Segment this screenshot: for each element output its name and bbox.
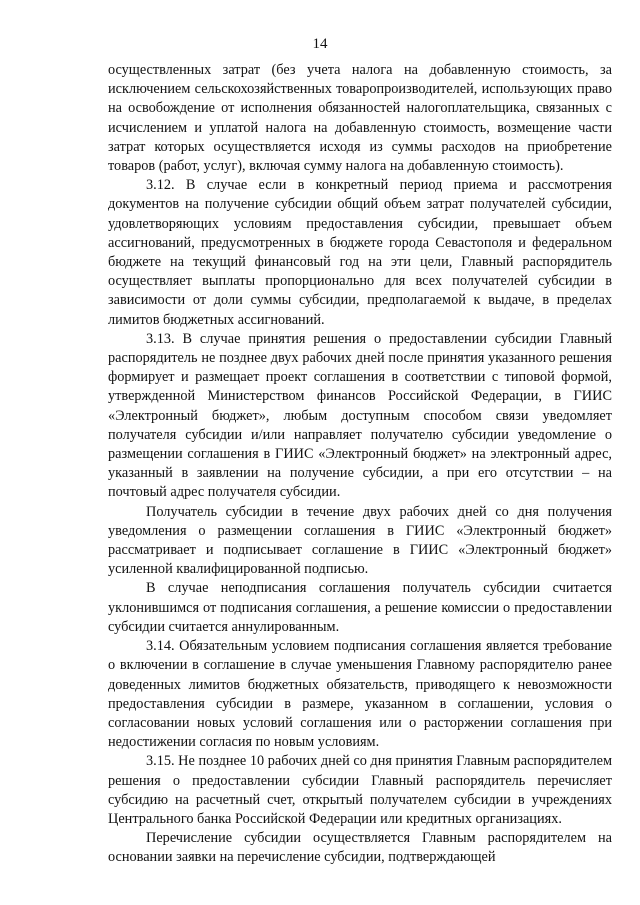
paragraph-continuation: осуществленных затрат (без учета налога на добавленную стоимость, за исключением сельскохозяйственных товаропроизводителей, использующих право на освобождение от исполнения обязанностей налогоплательщика, связанных с исчислением и уплатой налога на добавленную стоимость, возмещение части затрат которых осуществляется исходя из суммы расходов на приобретение товаров (работ, услуг), включая сумму налога на добавленную стоимость). [108,62,612,175]
paragraph-transfer: Перечисление субсидии осуществляется Главным распорядителем на основании заявки на перечисление субсидии, подтверждающей [108,830,612,866]
paragraph-non-signing: В случае неподписания соглашения получатель субсидии считается уклонившимся от подписания соглашения, а решение комиссии о предоставлении субсидии считается аннулированным. [108,580,612,635]
document-body [108,61,612,868]
page-number: 14 [312,36,328,52]
paragraph-3-14: 3.14. Обязательным условием подписания соглашения является требование о включении в соглашение в случае уменьшения Главному распорядителю ранее доведенных лимитов бюджетных обязательств, приводящего к невозможности предоставления субсидии в размере, указанном в соглашении, условия о согласовании новых условий соглашения или о расторжении соглашения при недостижении согласия по новым условиям. [108,638,612,751]
paragraph-3-12: 3.12. В случае если в конкретный период приема и рассмотрения документов на получение субсидии общий объем затрат получателей субсидии, удовлетворяющих условиям предоставления субсидии, превышает объем ассигнований, предусмотренных в бюджете города Севастополя и федеральном бюджете на текущий финансовый год на эти цели, Главный распорядитель осуществляет выплаты пропорционально для всех получателей субсидии в зависимости от доли суммы субсидии, предполагаемой к выдаче, в пределах лимитов бюджетных ассигнований. [108,177,612,328]
paragraph-recipient-signing: Получатель субсидии в течение двух рабочих дней со дня получения уведомления о размещении соглашения в ГИИС «Электронный бюджет» рассматривает и подписывает соглашение в ГИИС «Электронный бюджет» усиленной квалифицированной подписью. [108,503,612,578]
paragraph-3-13: 3.13. В случае принятия решения о предоставлении субсидии Главный распорядитель не позднее двух рабочих дней после принятия указанного решения формирует и размещает проект соглашения в соответствии с типовой формой, утвержденной Министерством финансов Российской Федерации, в ГИИС «Электронный бюджет», любым доступным способом связи уведомляет получателя субсидии и/или направляет получателю субсидии уведомление о размещении соглашения в ГИИС «Электронный бюджет» на электронный адрес, указанный в заявлении на получение субсидии, а при его отсутствии – на почтовый адрес получателя субсидии. [108,330,612,501]
paragraph-3-15: 3.15. Не позднее 10 рабочих дней со дня принятия Главным распорядителем решения о предоставлении субсидии Главный распорядитель перечисляет субсидию на расчетный счет, открытый получателем субсидии в учреждениях Центрального банка Российской Федерации или кредитных организациях. [108,753,612,827]
